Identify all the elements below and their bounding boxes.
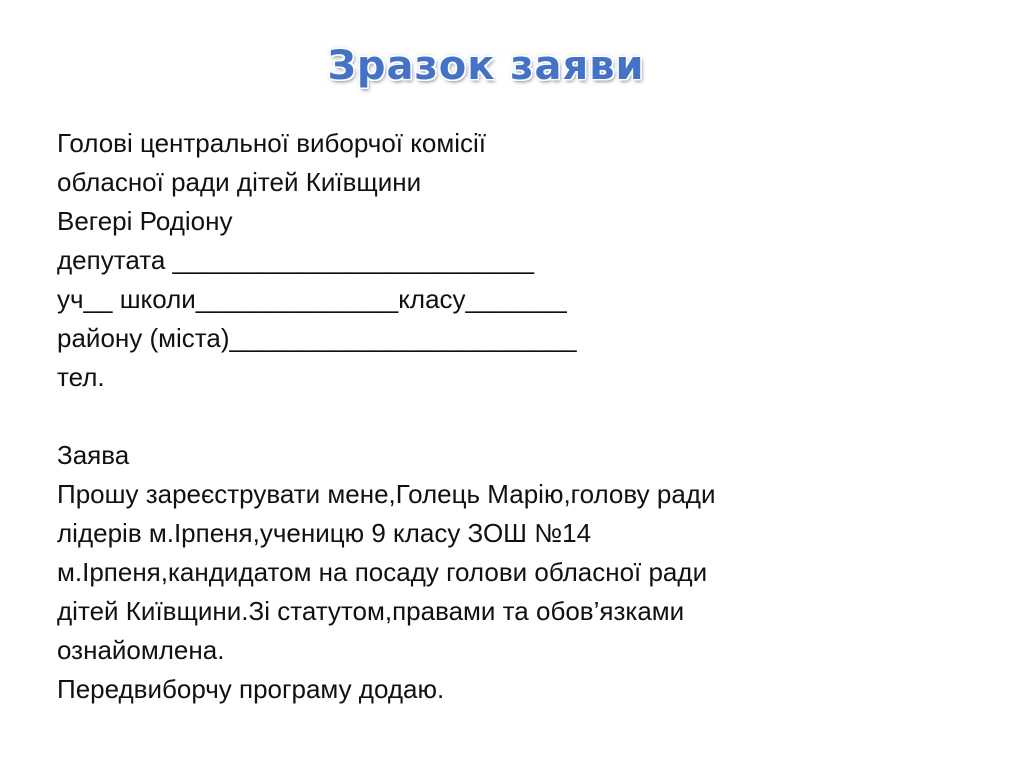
application-line: лідерів м.Ірпеня,ученицю 9 класу ЗОШ №14 [57, 518, 592, 548]
application-heading: Заява [57, 440, 130, 470]
address-line-name: Вегері Родіону [57, 206, 233, 236]
address-block [57, 124, 997, 397]
page-title: Зразок заяви [327, 43, 645, 89]
address-line-district: району (міста)________________________ [57, 323, 577, 353]
document-body [57, 124, 997, 709]
address-line-recipient: Голові центральної виборчої комісії [57, 128, 486, 158]
application-line: Передвиборчу програму додаю. [57, 674, 445, 704]
application-line: Прошу зареєструвати мене,Голець Марію,голову ради [57, 479, 716, 509]
address-line-organization: обласної ради дітей Київщини [57, 167, 422, 197]
application-line: ознайомлена. [57, 635, 225, 665]
address-line-school: уч__ школи______________класу_______ [57, 284, 567, 314]
address-line-deputy: депутата _________________________ [57, 245, 535, 275]
application-line: м.Ірпеня,кандидатом на посаду голови обласної ради [57, 557, 708, 587]
blank-line [57, 397, 997, 436]
application-line: дітей Київщини.Зі статутом,правами та обов’язками [57, 596, 685, 626]
application-block [57, 436, 997, 709]
address-line-phone: тел. [57, 362, 105, 392]
